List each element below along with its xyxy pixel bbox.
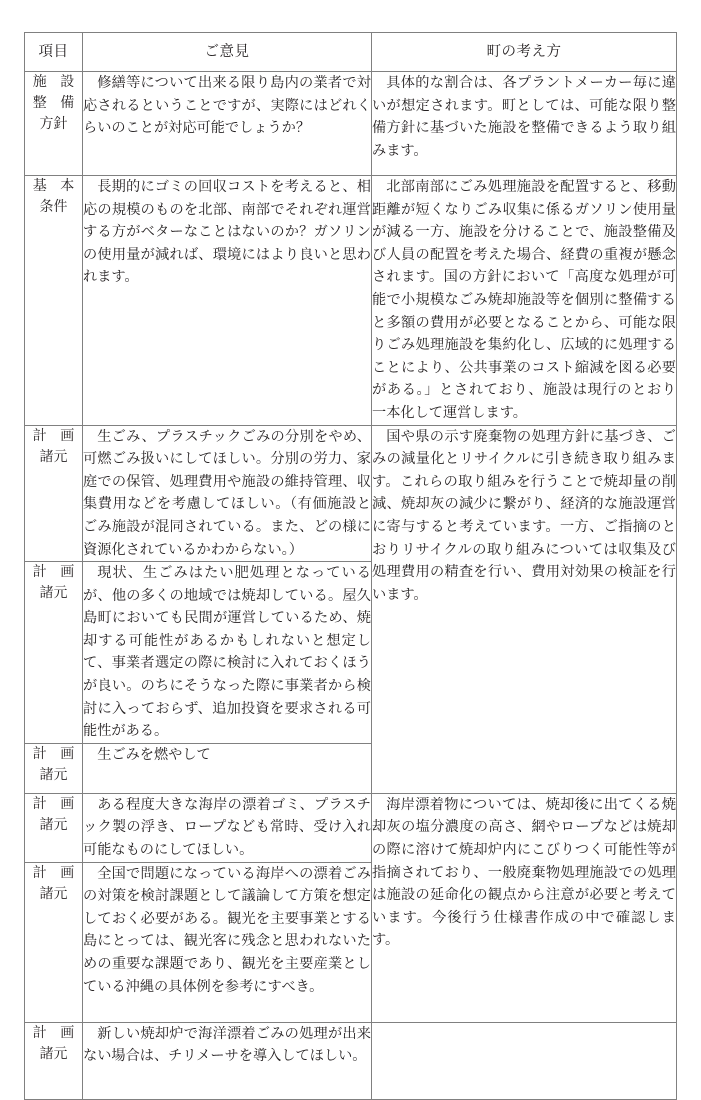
row-item-line: 計 画 [32,746,80,762]
row-item-line: 計 画 [32,565,80,581]
row-town-text [372,176,677,426]
table-row [25,176,677,426]
row-opinion-text [83,1022,372,1099]
row-item-line: 諸元 [39,886,68,902]
column-header-opinion: ご意見 [83,33,372,72]
row-item-line: 諸元 [39,817,68,833]
row-item-line: 諸元 [39,1046,68,1062]
column-header-town-view: 町の考え方 [372,33,677,72]
row-town-text [372,72,677,176]
row-item-label [25,176,83,426]
row-town-text [372,793,677,1022]
row-item-label [25,72,83,176]
table-body [25,72,677,1100]
opinion-paragraph: 全国で問題になっている海岸への漂着ごみの対策を検討課題として議論して方策を想定しておく必要がある。観光を主要事業とする島にとっては、観光客に残念と思われないための重要な課題であり、観光を主要産業としている沖縄の具体例を参考にすべき。 [83,865,371,995]
row-item-line: 方針 [39,117,68,132]
row-opinion-text [83,176,372,426]
table-row [25,1022,677,1099]
opinion-paragraph: 生ごみ、プラスチックごみの分別をやめ、可燃ごみ扱いにしてほしい。分別の労力、家庭での保管、処理費用や施設の維持管理、収集費用などを考慮してほしい。（有価施設とごみ施設が混同されている。また、どの様に資源化されているかわからない。） [83,428,371,558]
row-item-line: 諸元 [39,449,68,465]
row-opinion-text [83,743,372,793]
row-item-label [25,862,83,1022]
row-item-line: 計 画 [32,796,80,812]
row-item-line: 整 備 [32,96,80,111]
row-item-line: 計 画 [32,1025,80,1041]
table-row [25,72,677,176]
row-item-label [25,793,83,862]
row-opinion-text [83,425,372,562]
table-row [25,793,677,862]
row-opinion-text [83,862,372,1022]
row-item-label [25,743,83,793]
town-paragraph: 具体的な割合は、各プラントメーカー毎に違いが想定されます。町としては、可能な限り整備方針に基づいた施設を整備できるよう取り組みます。 [372,75,676,159]
opinion-paragraph: 長期的にゴミの回収コストを考えると、相応の規模のものを北部、南部でそれぞれ運営する方がベターなことはないのか？ガソリンの使用量が減れば、環境にはより良いと思われます。 [83,179,371,286]
table-header-row [25,33,677,72]
opinion-paragraph: 現状、生ごみはたい肥処理となっているが、他の多くの地域では焼却している。屋久島町においても民間が運営しているため、焼却する可能性があるかもしれないと想定して、事業者選定の際に検討に入れておくほうが良い。のちにそうなった際に事業者から検討に入っておらず、追加投資を要求される可能性がある。 [83,565,371,740]
opinion-paragraph: ある程度大きな海岸の漂着ゴミ、プラスチック製の浮き、ロープなども常時、受け入れ可能なものにしてほしい。 [83,796,371,859]
row-opinion-text [83,562,372,744]
town-paragraph: 国や県の示す廃棄物の処理方針に基づき、ごみの減量化とリサイクルに引き続き取り組みます。これらの取り組みを行うことで焼却量の削減、焼却灰の減少に繋がり、経済的な施設運営に寄与すると考えています。一方、ご指摘のとおりリサイクルの取り組みについては収集及び処理費用の精査を行い、費用対効果の検証を行います。 [372,428,676,603]
row-item-line: 基 本 [32,179,80,194]
row-item-line: 諸元 [39,767,68,783]
row-item-label [25,425,83,562]
opinion-response-table [24,32,677,1100]
opinion-response-table-wrapper [24,32,676,1100]
row-opinion-text [83,72,372,176]
row-item-line: 諸元 [39,586,68,602]
row-opinion-text [83,793,372,862]
opinion-paragraph: 新しい焼却炉で海洋漂着ごみの処理が出来ない場合は、チリメーサを導入してほしい。 [83,1025,371,1065]
row-item-line: 計 画 [32,428,80,444]
opinion-paragraph: 生ごみを燃やして [97,746,211,763]
opinion-paragraph: 修繕等について出来る限り島内の業者で対応されるということですが、実際にはどれくらいのことが対応可能でしょうか？ [83,75,371,137]
column-header-item: 項目 [25,33,83,72]
row-town-text [372,1022,677,1099]
town-paragraph: 海岸漂着物については、焼却後に出てくる焼却灰の塩分濃度の高さ、網やロープなどは焼却の際に溶けて焼却炉内にこびりつく可能性等が指摘されており、一般廃棄物処理施設での処理は施設の延命化の観点から注意が必要と考えています。今後行う仕様書作成の中で確認します。 [372,796,676,949]
table-header [25,33,677,72]
row-town-text [372,425,677,793]
row-item-line: 施 設 [32,75,80,90]
row-item-line: 計 画 [32,865,80,881]
row-item-label [25,562,83,744]
table-row [25,425,677,562]
row-item-label [25,1022,83,1099]
row-item-line: 条件 [39,200,68,215]
town-paragraph: 北部南部にごみ処理施設を配置すると、移動距離が短くなりごみ収集に係るガソリン使用量が減る一方、施設を分けることで、施設整備及び人員の配置を考えた場合、経費の重複が懸念されます。国の方針において「高度な処理が可能で小規模なごみ焼却施設等を個別に整備すると多額の費用が必要となることから、可能な限りごみ処理施設を集約化し、広域的に処理することにより、公共事業のコスト縮減を図る必要がある。」とされており、施設は現行のとおり一本化して運営します。 [372,179,676,421]
